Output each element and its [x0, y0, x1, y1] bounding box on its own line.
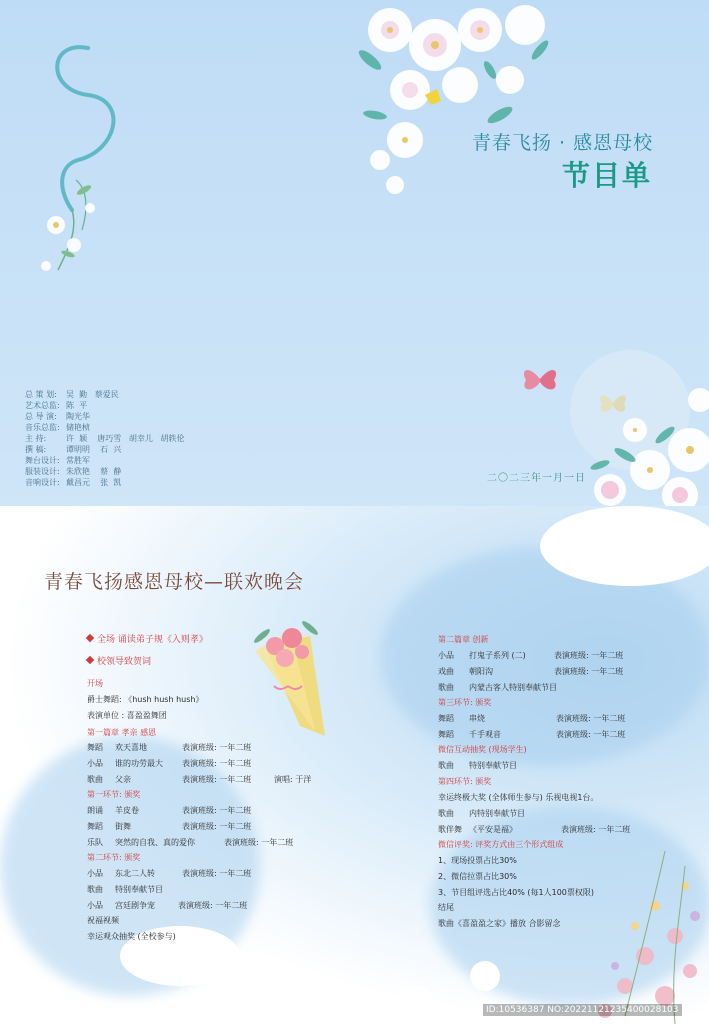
program-item — [438, 650, 646, 661]
program-item — [438, 808, 561, 819]
item-name: 谁的功劳最大 — [115, 759, 163, 768]
program-item: 爵士舞蹈: 《hush hush hush》 — [87, 695, 204, 704]
diamond-icon — [86, 656, 94, 664]
credits-list — [25, 389, 185, 488]
item-type: 小品 — [438, 651, 454, 660]
item-name: 串烧 — [469, 714, 485, 723]
credit-row — [25, 466, 185, 477]
item-name: 内蒙古客人特别奉献节目 — [469, 683, 557, 692]
cover-title: 青春飞扬 · 感恩母校 — [472, 132, 654, 154]
section-heading: 第四环节: 颁奖 — [438, 777, 492, 786]
program-item: 歌曲《喜盈盈之家》播放 合影留念 — [438, 919, 561, 928]
credit-row — [25, 411, 185, 422]
program-item: 祝福视频 — [87, 916, 119, 925]
item-type: 歌曲 — [438, 809, 454, 818]
credit-names: 许 颖 唐巧雪 胡幸儿 胡轶伦 — [66, 434, 185, 443]
cover-date: 二〇二三年一月一日 — [487, 473, 586, 484]
credit-role: 艺术总监: — [25, 401, 60, 410]
program-item — [87, 884, 182, 895]
flower-corner-illustration — [585, 846, 709, 1024]
credit-row — [25, 477, 185, 488]
item-type: 乐队 — [87, 838, 103, 847]
item-class: 表演班级: 一年二班 — [182, 869, 252, 878]
item-name: 朝阳沟 — [469, 667, 493, 676]
credit-names: 吴 勤 蔡爱民 — [66, 390, 119, 399]
item-class: 表演班级: 一年二班 — [556, 714, 626, 723]
credit-names: 陈 平 — [66, 401, 88, 410]
item-type: 戏曲 — [438, 667, 454, 676]
credit-names: 常胜军 — [66, 456, 90, 465]
credit-role: 服装设计: — [25, 467, 60, 476]
section-heading: 第一环节: 颁奖 — [87, 790, 141, 799]
item-name: 父亲 — [115, 775, 131, 784]
program-item — [87, 774, 311, 785]
credit-row — [25, 389, 185, 400]
credit-row — [25, 433, 185, 444]
program-item: 歌曲 特别奉献节目 — [438, 761, 517, 770]
credit-names: 戴昌元 张 凯 — [66, 478, 122, 487]
cloud — [400, 986, 434, 1020]
program-item — [87, 821, 274, 832]
bullet-item: 校领导致贺词 — [87, 654, 151, 667]
credit-names: 陶光华 — [66, 412, 90, 421]
cover-page — [0, 0, 709, 506]
section-heading: 第二篇章 创新 — [438, 635, 489, 644]
item-class: 表演班级: 一年二班 — [182, 822, 252, 831]
program-item — [438, 713, 648, 724]
item-name: 打鬼子系列 (二) — [469, 651, 526, 660]
item-name: 街舞 — [115, 822, 131, 831]
bullet-item: 全场 诵读弟子规《入则孝》 — [87, 632, 208, 645]
item-type: 舞蹈 — [438, 714, 454, 723]
program-item — [87, 742, 274, 753]
item-type: 歌曲 — [87, 775, 103, 784]
program-item — [87, 868, 274, 879]
program-item: 幸运观众抽奖 (全校参与) — [87, 932, 176, 941]
credit-role: 音乐总监: — [25, 423, 60, 432]
section-heading: 微信互动抽奖 (现场学生) — [438, 745, 527, 754]
credit-row — [25, 455, 185, 466]
credit-role: 主 持: — [25, 434, 47, 443]
item-type: 舞蹈 — [438, 730, 454, 739]
item-class: 表演班级: 一年二班 — [182, 775, 252, 784]
item-name: 特别奉献节目 — [115, 885, 163, 894]
cloud — [470, 961, 500, 991]
item-name: 内特别奉献节目 — [469, 809, 525, 818]
section-heading: 微信评奖: 评奖方式由三个形式组成 — [438, 840, 564, 849]
item-name: 羊皮卷 — [115, 806, 139, 815]
item-class: 表演班级: 一年二班 — [178, 901, 248, 910]
item-name: 突然的自我、真的爱你 — [115, 838, 195, 847]
item-class: 表演班级: 一年二班 — [554, 651, 624, 660]
item-type: 小品 — [87, 901, 103, 910]
program-item — [438, 729, 648, 740]
item-type: 歌曲 — [438, 683, 454, 692]
item-performer: 演唱: 于洋 — [274, 775, 312, 784]
item-name: 千手观音 — [469, 730, 501, 739]
credit-row — [25, 400, 185, 411]
item-class: 表演班级: 一年二班 — [224, 838, 294, 847]
item-type: 朗诵 — [87, 806, 103, 815]
credit-names: 储艳桢 — [66, 423, 90, 432]
program-item — [438, 682, 557, 693]
item-type: 歌伴舞 — [438, 825, 462, 834]
watermark-logo: 昵享网 www.nipic.cn — [16, 998, 227, 1019]
flower-cluster-top — [350, 0, 565, 200]
program-item — [438, 824, 653, 835]
item-name: 欢天喜地 — [115, 743, 147, 752]
item-class: 表演班级: 一年二班 — [556, 730, 626, 739]
program-item: 结尾 — [438, 903, 454, 912]
item-type: 舞蹈 — [87, 822, 103, 831]
program-item: 表演单位 : 喜盈盈舞团 — [87, 711, 167, 720]
item-type: 歌曲 — [87, 885, 103, 894]
section-heading: 第二环节: 颁奖 — [87, 853, 141, 862]
item-class: 表演班级: 一年二班 — [182, 806, 252, 815]
cloud — [540, 506, 709, 586]
bouquet-illustration — [240, 606, 335, 746]
credit-role: 舞台设计: — [25, 456, 60, 465]
vote-rule: 3、节目组评选占比40% (每1人100票权限) — [438, 888, 595, 897]
section-heading: 第三环节: 颁奖 — [438, 698, 492, 707]
item-class: 表演班级: 一年二班 — [182, 743, 252, 752]
section-heading: 开场 — [87, 679, 103, 688]
credit-role: 总 导 演: — [25, 412, 57, 421]
diamond-icon — [86, 634, 94, 642]
program-item — [87, 900, 270, 911]
credit-role: 总 策 划: — [25, 390, 57, 399]
program-item — [87, 805, 274, 816]
item-type: 舞蹈 — [87, 743, 103, 752]
item-name: 《平安是福》 — [469, 825, 517, 834]
item-type: 小品 — [87, 759, 103, 768]
program-item — [87, 758, 274, 769]
program-title: 青春飞扬感恩母校—联欢晚会 — [44, 571, 305, 593]
vote-rule: 2、微信拉票占比30% — [438, 872, 517, 881]
ribbon-illustration — [28, 40, 128, 290]
program-item — [438, 666, 646, 677]
program-page — [0, 506, 709, 1024]
credit-role: 撰 稿: — [25, 445, 47, 454]
item-class: 表演班级: 一年二班 — [561, 825, 631, 834]
item-class: 表演班级: 一年二班 — [554, 667, 624, 676]
vote-rule: 1、现场投票占比30% — [438, 856, 517, 865]
program-item: 幸运终极大奖 (全体师生参与) 乐视电视1台。 — [438, 793, 599, 802]
watermark-id: ID:10536387 NO:20221121235400028103 — [483, 1004, 682, 1016]
program-item — [87, 837, 316, 848]
item-name: 宫廷剧争宠 — [115, 901, 155, 910]
item-type: 小品 — [87, 869, 103, 878]
credit-role: 音响设计: — [25, 478, 60, 487]
credit-row — [25, 444, 185, 455]
section-heading: 第一篇章 孝亲 感恩 — [87, 728, 157, 737]
credit-names: 朱欣艳 蔡 静 — [66, 467, 122, 476]
credit-row — [25, 422, 185, 433]
program-label: 节目单 — [562, 159, 653, 192]
credit-names: 谭明明 石 兴 — [66, 445, 122, 454]
item-name: 东北二人转 — [115, 869, 155, 878]
item-class: 表演班级: 一年二班 — [182, 759, 252, 768]
